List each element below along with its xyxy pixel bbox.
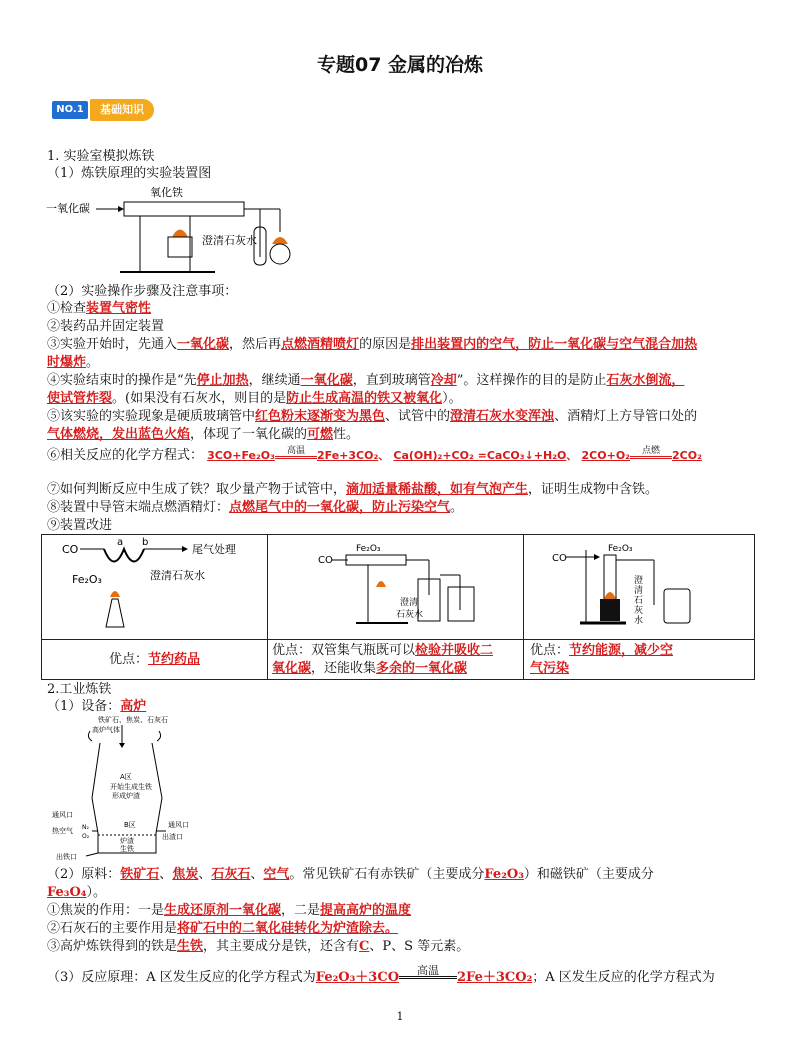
gas-bottle-icon	[664, 589, 690, 623]
improvement-figure-b	[268, 535, 524, 640]
step-3: ③实验开始时，先通入一氧化碳，然后再点燃酒精喷灯的原因是排出装置内的空气，防止一氧化碳与空气混合加热	[47, 337, 698, 352]
lab-apparatus-figure	[40, 182, 300, 282]
svg-text:尾气处理: 尾气处理	[192, 543, 236, 556]
fig1-fe-label: 氧化铁	[150, 186, 183, 199]
pig-iron-line: ③高炉炼铁得到的铁是生铁，其主要成分是铁，还含有C、P、S 等元素。	[47, 939, 470, 954]
section-badge	[52, 99, 157, 123]
step-6: ⑥相关反应的化学方程式： 3CO+Fe₂O₃ 高温 2Fe+3CO₂、 Ca(OH)₂+CO₂ =CaCO₃↓+H₂O、 2CO+O₂ 点燃 2CO₂	[47, 446, 702, 463]
equation-3: 2CO+O₂	[581, 449, 630, 462]
svg-text:O₂: O₂	[82, 833, 90, 840]
equation-1: 3CO+Fe₂O₃	[207, 449, 275, 462]
flame-icon	[272, 237, 288, 244]
step-8: ⑧装置中导管末端点燃酒精灯：点燃尾气中的一氧化碳，防止污染空气。	[47, 500, 464, 515]
svg-text:热空气: 热空气	[52, 827, 73, 835]
svg-text:通风口: 通风口	[52, 811, 73, 819]
alcohol-lamp-icon	[270, 244, 290, 264]
page-title: 专题07 金属的冶炼	[316, 54, 484, 76]
svg-text:澄清石灰水: 澄清石灰水	[150, 569, 205, 582]
svg-text:形成炉渣: 形成炉渣	[112, 792, 140, 800]
svg-text:石灰水: 石灰水	[396, 610, 424, 620]
svg-text:石: 石	[634, 596, 644, 606]
svg-text:灰: 灰	[634, 606, 644, 616]
equation-3-condition: 点燃	[630, 446, 672, 459]
fig1-co-label: 一氧化碳	[46, 202, 90, 215]
step-5: ⑤该实验的实验现象是硬质玻璃管中红色粉末逐渐变为黑色、试管中的澄清石灰水变浑浊、酒精灯上方导管口处的	[47, 409, 698, 424]
step-3-cont: 时爆炸。	[47, 355, 100, 370]
step-5-cont: 气体燃烧，发出蓝色火焰，体现了一氧化碳的可燃性。	[47, 427, 360, 442]
improvement-figure-a	[42, 535, 268, 640]
blast-furnace-figure	[52, 713, 222, 863]
step-2: ②装药品并固定装置	[47, 319, 165, 334]
svg-text:生铁: 生铁	[120, 845, 134, 853]
step-9: ⑨装置改进	[47, 518, 113, 533]
equation-1-condition: 高温	[275, 446, 317, 459]
svg-text:Fe₂O₃: Fe₂O₃	[356, 544, 381, 554]
svg-text:出渣口: 出渣口	[162, 833, 183, 841]
svg-text:通风口: 通风口	[168, 821, 189, 829]
svg-text:开始生成生铁: 开始生成生铁	[110, 783, 152, 791]
raw-materials-cont: Fe₃O₄）。	[47, 885, 107, 900]
advantage-a: 优点：节约药品	[42, 640, 268, 680]
svg-text:水: 水	[634, 616, 644, 626]
spirit-lamp-icon	[168, 237, 192, 257]
badge-label: 基础知识	[90, 99, 154, 121]
sub-steps: （2）实验操作步骤及注意事项：	[47, 284, 238, 299]
coke-role: ①焦炭的作用：一是生成还原剂一氧化碳，二是提高高炉的温度	[47, 903, 412, 918]
svg-text:CO: CO	[318, 555, 333, 566]
equipment-line: （1）设备：高炉	[47, 699, 147, 714]
limestone-role: ②石灰石的主要作用是将矿石中的二氧化硅转化为炉渣除去。	[47, 921, 399, 936]
heading-industrial: 2.工业炼铁	[47, 682, 112, 697]
flame-icon	[110, 591, 120, 597]
svg-text:b: b	[142, 537, 149, 548]
glass-tube	[124, 202, 244, 216]
improvement-figure-c	[524, 535, 755, 640]
svg-text:CO: CO	[62, 543, 79, 556]
beaker-icon	[448, 587, 474, 621]
svg-text:A区: A区	[120, 773, 132, 781]
svg-text:B区: B区	[124, 821, 136, 829]
page-number: 1	[396, 1010, 404, 1023]
svg-text:N₂: N₂	[82, 824, 89, 831]
svg-text:铁矿石、焦炭、石灰石: 铁矿石、焦炭、石灰石	[98, 716, 168, 724]
step-4-cont: 使试管炸裂。(如果没有石灰水，则目的是防止生成高温的铁又被氧化）。	[47, 391, 462, 406]
advantage-b: 优点：双管集气瓶既可以检验并吸收二 氧化碳，还能收集多余的一氧化碳	[268, 640, 524, 680]
svg-text:澄: 澄	[634, 576, 644, 586]
w-tube-icon	[104, 549, 144, 562]
svg-text:CO: CO	[552, 553, 567, 564]
svg-text:清: 清	[634, 586, 644, 596]
alcohol-lamp-icon	[106, 599, 124, 627]
flame-icon	[172, 230, 188, 238]
burner-icon	[600, 599, 620, 621]
raw-materials-line: （2）原料：铁矿石、焦炭、石灰石、空气。常见铁矿石有赤铁矿（主要成分Fe₂O₃）和磁铁矿（主要成分	[47, 867, 654, 882]
sub-apparatus: （1）炼铁原理的实验装置图	[47, 166, 212, 181]
heading-lab: 1. 实验室模拟炼铁	[47, 149, 155, 164]
svg-text:出铁口: 出铁口	[56, 853, 77, 861]
improvement-table	[41, 534, 755, 680]
badge-number: NO.1	[52, 101, 88, 119]
svg-text:Fe₂O₃: Fe₂O₃	[72, 573, 102, 586]
step-4: ④实验结束时的操作是“先停止加热，继续通一氧化碳，直到玻璃管冷却”。这样操作的目的是防止石灰水倒流，	[47, 373, 685, 388]
reaction-condition: 高温	[399, 966, 457, 979]
reaction-principle: （3）反应原理：A 区发生反应的化学方程式为Fe₂O₃＋3CO 高温 2Fe＋3CO₂；A 区发生反应的化学方程式为	[47, 964, 715, 985]
svg-text:澄清: 澄清	[400, 598, 419, 608]
equation-2: Ca(OH)₂+CO₂ =CaCO₃↓+H₂O	[393, 449, 567, 462]
advantage-c: 优点：节约能源，减少空 气污染	[524, 640, 755, 680]
svg-text:Fe₂O₃: Fe₂O₃	[608, 544, 633, 554]
step-1: ①检查装置气密性	[47, 301, 152, 316]
fig1-lw-label: 澄清石灰水	[202, 234, 257, 247]
svg-text:高炉气体: 高炉气体	[92, 726, 120, 734]
svg-text:a: a	[117, 537, 124, 548]
svg-text:炉渣: 炉渣	[120, 837, 134, 845]
step-7: ⑦如何判断反应中生成了铁？取少量产物于试管中，滴加适量稀盐酸，如有气泡产生，证明生成物中含铁。	[47, 482, 659, 497]
